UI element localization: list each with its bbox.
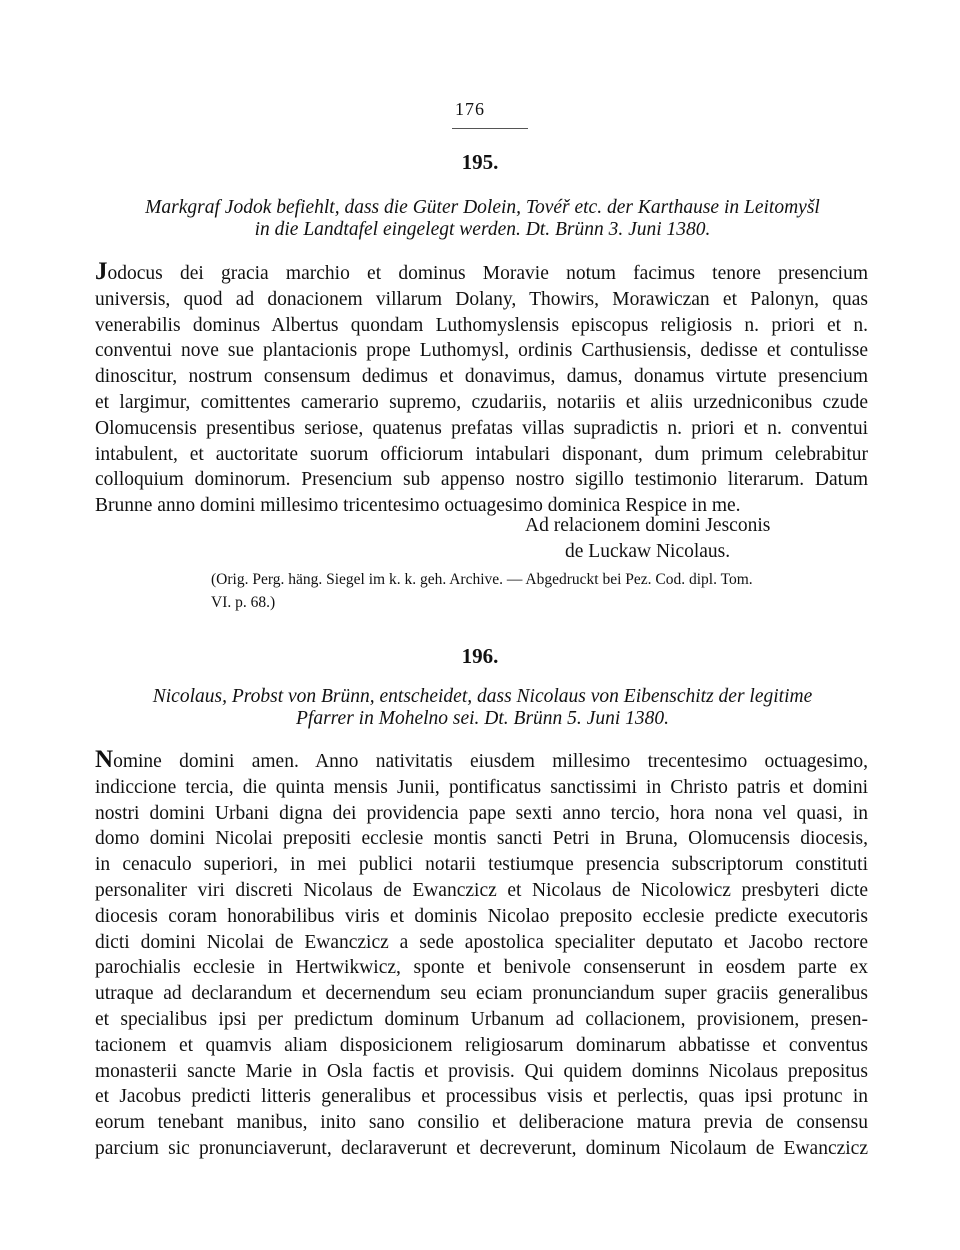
- body-line: personaliter viri discreti Nicolaus de Ewanczicz et Nicolaus de Nicolowicz presbyteri dicte: [95, 879, 868, 901]
- body-line: domo domini Nicolai prepositi ecclesie montis sancti Petri in Bruna, Olomucensis diocesis,: [95, 828, 868, 850]
- body-line: intabulent, et auctoritate suorum officiorum intabulari disponant, dum primum celebrabitur: [95, 443, 868, 465]
- signature-line: Ad relacionem domini Jesconis: [525, 515, 771, 536]
- body-line: monasterii sancte Marie in Osla factis et provisis. Qui quidem dominns Nicolaus prepositus: [95, 1060, 868, 1082]
- page-number-rule: [452, 128, 528, 129]
- body-line: dinoscitur, nostrum consensum dedimus et donavimus, damus, donamus virtute presencium: [95, 366, 868, 388]
- body-line: tacionem et quamvis aliam disposicionem religiosarum dominarum abbatisse et conventus: [95, 1034, 868, 1056]
- document-number-195: 195.: [461, 150, 499, 174]
- note-line: VI. p. 68.): [211, 594, 276, 611]
- body-line: utraque ad declarandum et decernendum seu eciam pronunciandum super graciis generalibus: [95, 983, 868, 1005]
- first-line-text: omine domini amen. Anno nativitatis eiusdem millesimo trecentesimo octuagesimo,: [113, 751, 868, 772]
- body-line: parcium sic pronunciaverunt, declaraverunt et decreverunt, dominum Nicolaum de Ewanczicz: [95, 1137, 868, 1159]
- body-line: parochialis ecclesie in Hertwikwicz, sponte et benivole consenserunt in eosdem parte ex: [95, 957, 868, 979]
- note-line: (Orig. Perg. häng. Siegel im k. k. geh. Archive. — Abgedruckt bei Pez. Cod. dipl. Tom.: [211, 571, 753, 588]
- body-line: universis, quod ad donacionem villarum Dolany, Thowirs, Morawiczan et Palonyn, quas: [95, 288, 868, 310]
- signature-line: de Luckaw Nicolaus.: [565, 541, 731, 562]
- body-line-first: [95, 746, 868, 775]
- body-line: eorum tenebant manibus, inito sano consilio et deliberacione matura previa de consensu: [95, 1112, 868, 1134]
- document-heading-195: [95, 197, 870, 241]
- body-line: nostri domini Urbani digna dei providencia pape sexti anno tercio, hora nona vel quasi, in: [95, 802, 868, 824]
- body-line: dicti domini Nicolai de Ewanczicz a sede apostolica specialiter deputato et Jacobo rectore: [95, 931, 868, 953]
- archival-note-195: [211, 568, 869, 614]
- body-last-line: Brunne anno domini millesimo tricentesimo octuagesimo dominica Respice in me.: [95, 495, 741, 516]
- heading-line: Pfarrer in Mohelno sei. Dt. Brünn 5. Juni 1380.: [296, 708, 669, 729]
- body-line: Olomucensis presentibus seriose, quatenus prefatas villas supradictis n. priori et n. conventui: [95, 417, 868, 439]
- body-line: et specialibus ipsi per predictum dominum Urbanum ad collacionem, provisionem, presen-: [95, 1008, 868, 1030]
- page-number: 176: [455, 99, 485, 119]
- body-line: colloquium dominorum. Presencium sub appenso nostro sigillo testimonio literarum. Datum: [95, 469, 868, 491]
- document-heading-196: [95, 686, 870, 730]
- initial-letter: J: [95, 258, 108, 285]
- heading-line: Markgraf Jodok befiehlt, dass die Güter Dolein, Tovéř etc. der Karthause in Leitomyšl: [145, 197, 820, 218]
- body-line: venerabilis dominus Albertus quondam Luthomyslensis episcopus religiosis n. priori et n.: [95, 314, 868, 336]
- body-line: diocesis coram honorabilibus viris et dominis Nicolao preposito ecclesie predicte executoris: [95, 905, 868, 927]
- first-line-text: odocus dei gracia marchio et dominus Moravie notum facimus tenore presencium: [107, 263, 868, 284]
- body-line-first: [95, 258, 868, 287]
- document-body-195: [95, 258, 868, 493]
- initial-letter: N: [95, 746, 114, 773]
- body-line: conventui nove sue plantacionis prope Luthomysl, ordinis Carthusiensis, dedisse et contulisse: [95, 340, 868, 362]
- document-number-196: 196.: [461, 644, 499, 668]
- heading-line: in die Landtafel eingelegt werden. Dt. Brünn 3. Juni 1380.: [254, 219, 711, 240]
- body-line: et largimur, comittentes camerario supremo, czudariis, notariis et aliis urzedniconibus czude: [95, 391, 868, 413]
- document-body-196: [95, 746, 868, 1162]
- body-line: et Jacobus predicti litteris generalibus et processibus visis et perlectis, quas ipsi protunc in: [95, 1086, 868, 1108]
- body-line: in cenaculo superiori, in mei publici notarii testiumque presencia subscriptorum constituti: [95, 854, 868, 876]
- heading-line: Nicolaus, Probst von Brünn, entscheidet, dass Nicolaus von Eibenschitz der legitime: [152, 686, 813, 707]
- body-line: indiccione tercia, die quinta mensis Junii, pontificatus sanctissimi in Christo patris et domini: [95, 776, 868, 798]
